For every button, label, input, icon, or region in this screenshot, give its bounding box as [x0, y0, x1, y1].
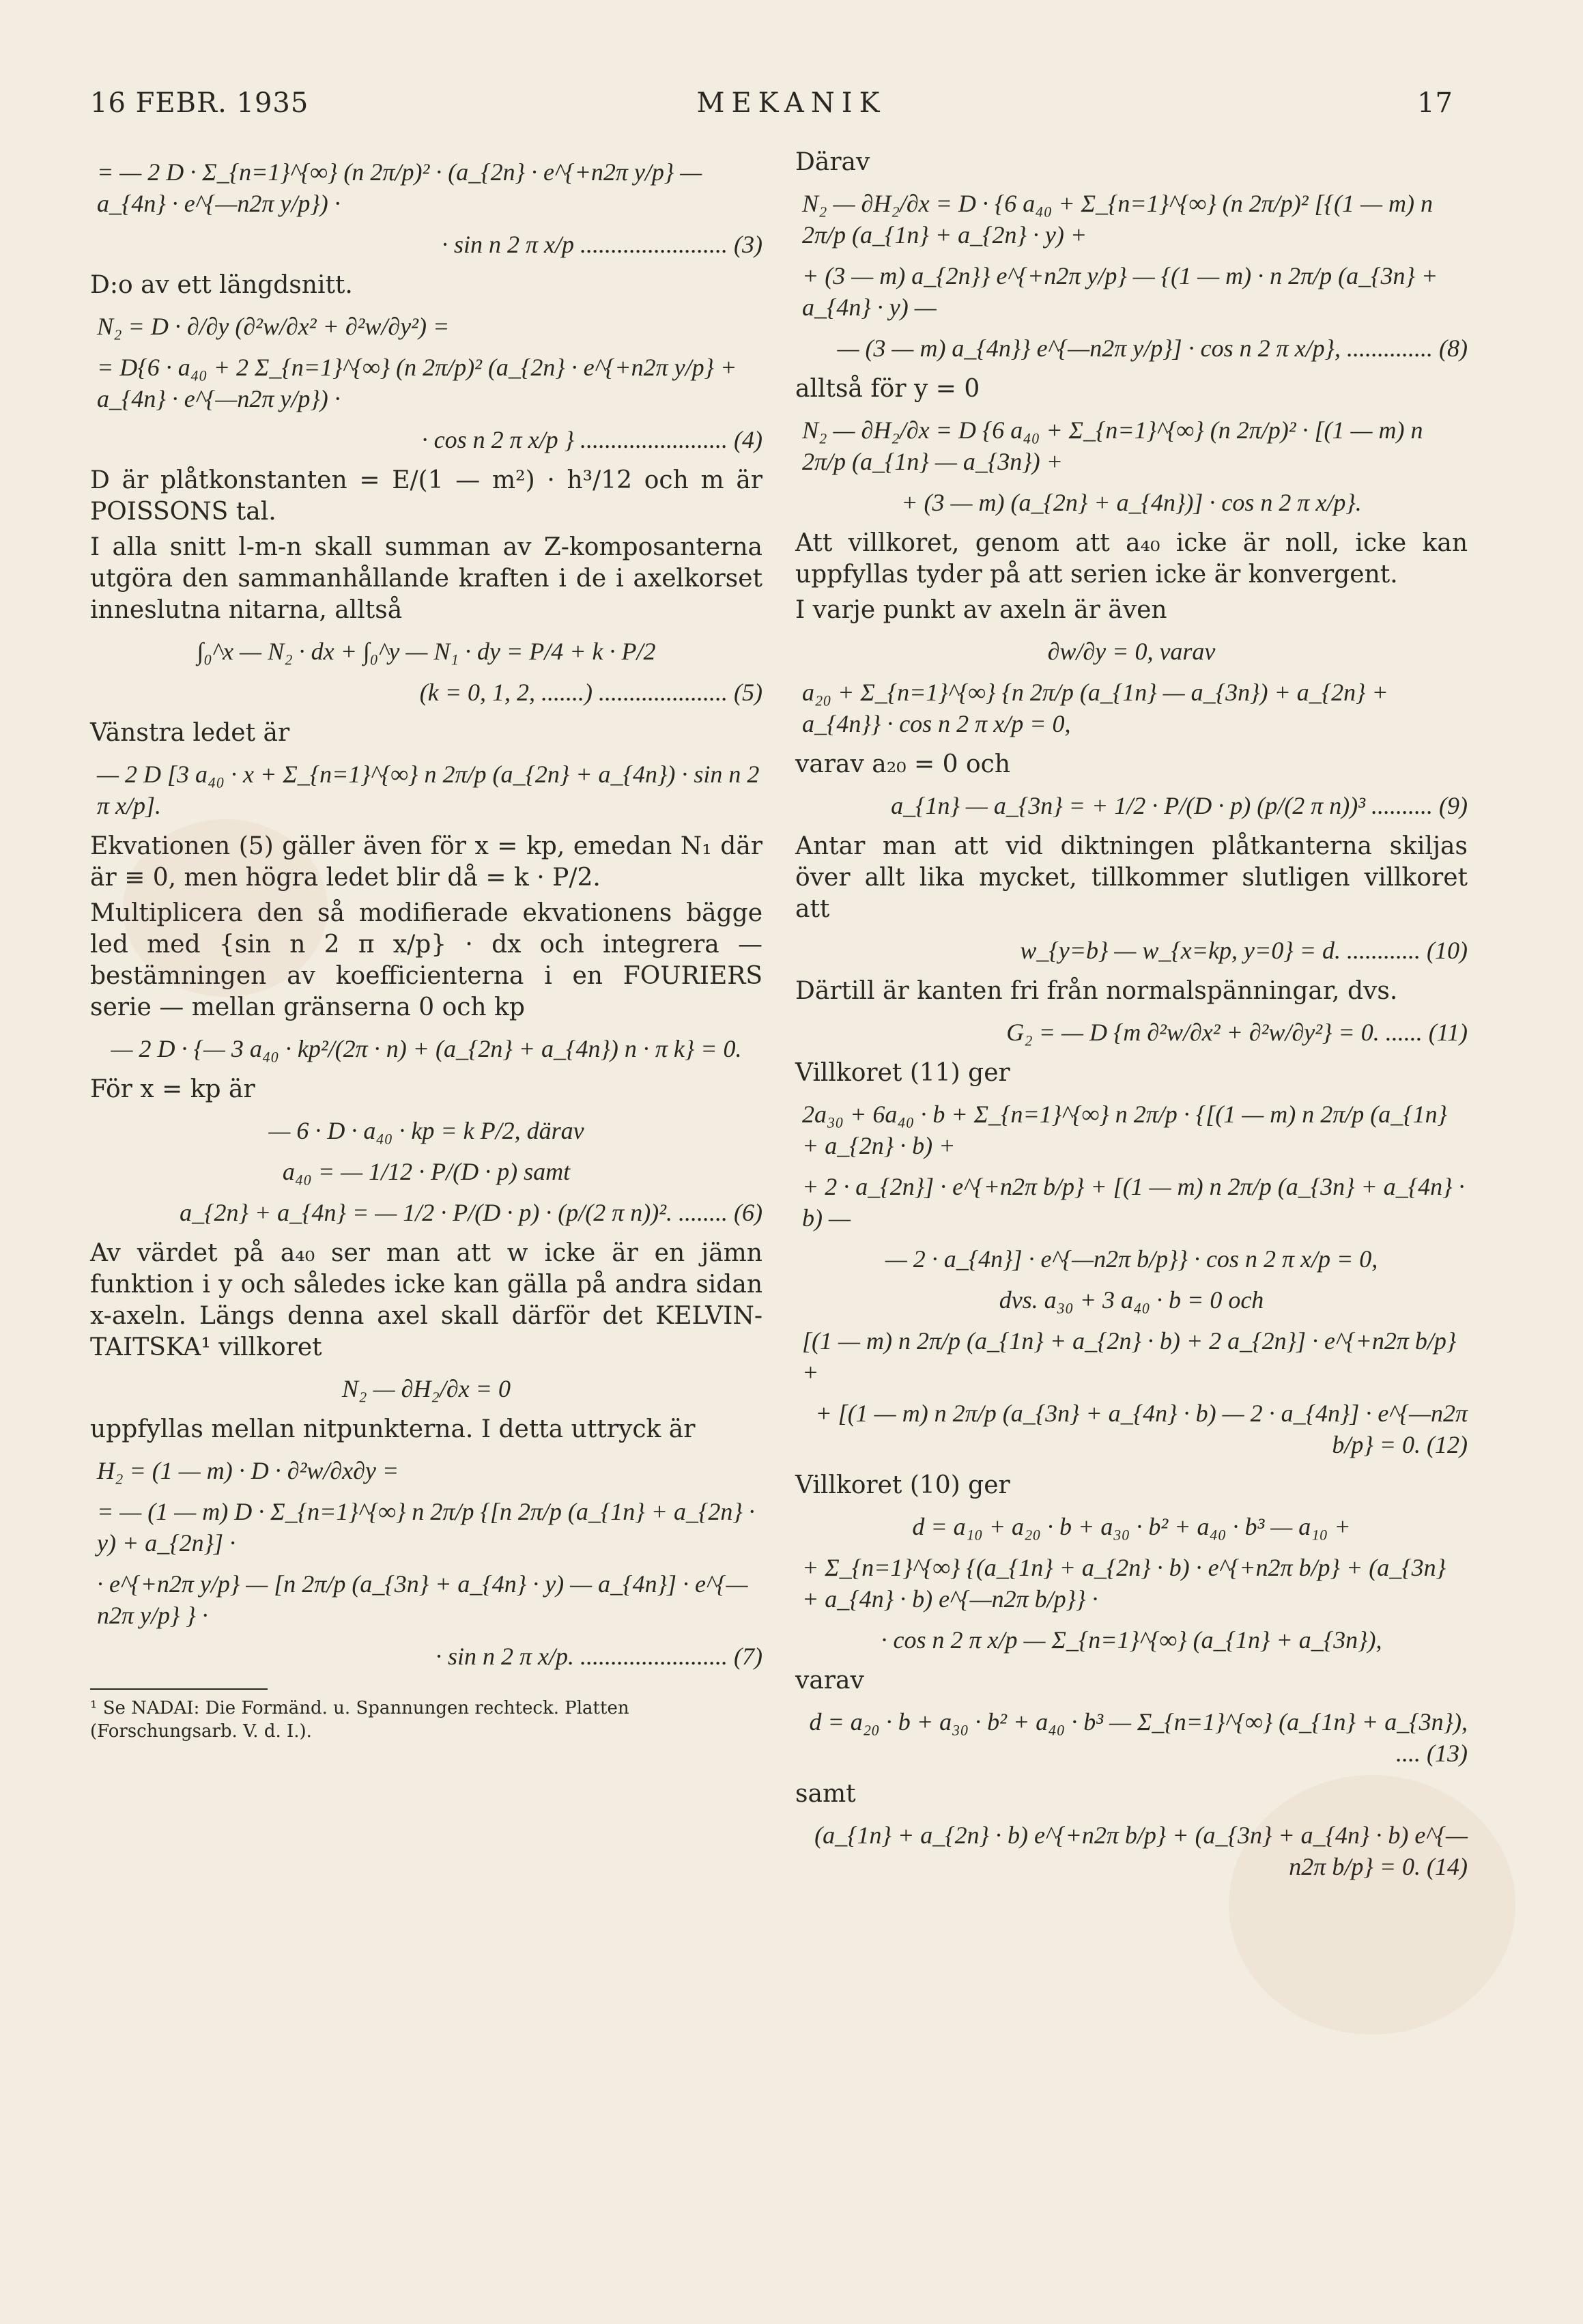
paragraph: Villkoret (11) ger	[795, 1059, 1010, 1087]
equation: (a_{1n} + a_{2n} · b) e^{+n2π b/p} + (a_{3n} + a_{4n} · b) e^{—n2π b/p} = 0. (14)	[814, 1822, 1468, 1880]
equation: · e^{+n2π y/p} — [n 2π/p (a_{3n} + a_{4n} · y) — a_{4n}] · e^{—n2π y/p} } ·	[97, 1570, 748, 1629]
equation: H₂ = (1 — m) · D · ∂²w/∂x∂y =	[97, 1457, 399, 1484]
paragraph: I varje punkt av axeln är även	[795, 596, 1167, 624]
equation: N₂ = D · ∂/∂y (∂²w/∂x² + ∂²w/∂y²) =	[97, 313, 450, 340]
paragraph: Att villkoret, genom att a₄₀ icke är noll, icke kan uppfyllas tyder på att serien icke är konvergent.	[795, 529, 1468, 589]
paragraph: Villkoret (10) ger	[795, 1471, 1010, 1499]
equation: a_{2n} + a_{4n} = — 1/2 · P/(D · p) · (p/(2 π n))². ........ (6)	[180, 1199, 762, 1226]
equation: a₄₀ = — 1/12 · P/(D · p) samt	[282, 1158, 571, 1185]
equation: a₂₀ + Σ_{n=1}^{∞} {n 2π/p (a_{1n} — a_{3n}) + a_{2n} + a_{4n}} · cos n 2 π x/p = 0,	[802, 679, 1388, 737]
paragraph: Därav	[795, 148, 870, 176]
footnote-rule	[90, 1688, 268, 1690]
paragraph: alltså för y = 0	[795, 375, 980, 403]
paragraph: I alla snitt l-m-n skall summan av Z-komposanterna utgöra den sammanhållande kraften i de i axelkorset inneslutna nitarna, alltså	[90, 533, 762, 624]
equation: N₂ — ∂H₂/∂x = 0	[342, 1375, 511, 1402]
equation: G₂ = — D {m ∂²w/∂x² + ∂²w/∂y²} = 0. ...... (11)	[1006, 1019, 1468, 1046]
paragraph: Därtill är kanten fri från normalspänningar, dvs.	[795, 977, 1398, 1005]
paragraph: Antar man att vid diktningen plåtkanterna skiljas över allt lika mycket, tillkommer slutligen villkoret att	[795, 832, 1468, 923]
equation: N₂ — ∂H₂/∂x = D · {6 a₄₀ + Σ_{n=1}^{∞} (n 2π/p)² [{(1 — m) n 2π/p (a_{1n} + a_{2n} · y) +	[802, 190, 1433, 249]
equation: · cos n 2 π x/p — Σ_{n=1}^{∞} (a_{1n} + a_{3n}),	[881, 1626, 1382, 1654]
paragraph: varav a₂₀ = 0 och	[795, 750, 1010, 778]
equation: — 6 · D · a₄₀ · kp = k P/2, därav	[268, 1117, 584, 1144]
equation: + Σ_{n=1}^{∞} {(a_{1n} + a_{2n} · b) · e^{+n2π b/p} + (a_{3n} + a_{4n} · b) e^{—n2π b/p}} ·	[802, 1554, 1446, 1613]
page-date: 16 FEBR. 1935	[90, 87, 309, 119]
equation: + 2 · a_{2n}] · e^{+n2π b/p} + [(1 — m) n 2π/p (a_{3n} + a_{4n} · b) —	[802, 1173, 1465, 1232]
equation: = — (1 — m) D · Σ_{n=1}^{∞} n 2π/p {[n 2π/p (a_{1n} + a_{2n} · y) + a_{2n}] ·	[97, 1498, 755, 1557]
equation: d = a₂₀ · b + a₃₀ · b² + a₄₀ · b³ — Σ_{n=1}^{∞} (a_{1n} + a_{3n}), .... (13)	[809, 1708, 1468, 1767]
paragraph: D är plåtkonstanten = E/(1 — m²) · h³/12 och m är POISSONS tal.	[90, 466, 762, 526]
equation: · sin n 2 π x/p. ........................ (7)	[435, 1643, 762, 1670]
equation: (k = 0, 1, 2, .......) ..................... (5)	[419, 679, 762, 706]
equation: + [(1 — m) n 2π/p (a_{3n} + a_{4n} · b) — 2 · a_{4n}] · e^{—n2π b/p} = 0. (12)	[815, 1400, 1468, 1458]
paragraph: Ekvationen (5) gäller även för x = kp, emedan N₁ där är ≡ 0, men högra ledet blir då = k · P/2.	[90, 832, 762, 892]
equation: — 2 D [3 a₄₀ · x + Σ_{n=1}^{∞} n 2π/p (a_{2n} + a_{4n}) · sin n 2 π x/p].	[97, 761, 760, 819]
paragraph: D:o av ett längdsnitt.	[90, 271, 353, 299]
paragraph: varav	[795, 1667, 864, 1695]
equation: = — 2 D · Σ_{n=1}^{∞} (n 2π/p)² · (a_{2n} · e^{+n2π y/p} — a_{4n} · e^{—n2π y/p}) ·	[97, 158, 702, 217]
paragraph: För x = kp är	[90, 1075, 255, 1103]
equation: N₂ — ∂H₂/∂x = D {6 a₄₀ + Σ_{n=1}^{∞} (n 2π/p)² · [(1 — m) n 2π/p (a_{1n} — a_{3n}) +	[802, 416, 1423, 475]
journal-section-title: MEKANIK	[696, 87, 887, 119]
equation: d = a₁₀ + a₂₀ · b + a₃₀ · b² + a₄₀ · b³ — a₁₀ +	[912, 1513, 1351, 1540]
equation: — 2 · a_{4n}] · e^{—n2π b/p}} · cos n 2 π x/p = 0,	[885, 1245, 1378, 1273]
equation: ∂w/∂y = 0, varav	[1047, 638, 1216, 665]
paragraph: uppfyllas mellan nitpunkterna. I detta uttryck är	[90, 1415, 696, 1443]
equation: [(1 — m) n 2π/p (a_{1n} + a_{2n} · b) + 2 a_{2n}] · e^{+n2π b/p} +	[802, 1327, 1457, 1386]
page-number: 17	[1417, 87, 1453, 119]
equation: + (3 — m) a_{2n}} e^{+n2π y/p} — {(1 — m) · n 2π/p (a_{3n} + a_{4n} · y) —	[802, 262, 1438, 321]
equation: a_{1n} — a_{3n} = + 1/2 · P/(D · p) (p/(2 π n))³ .......... (9)	[891, 792, 1468, 819]
equation: — (3 — m) a_{4n}} e^{—n2π y/p}] · cos n 2 π x/p}, .............. (8)	[837, 335, 1468, 362]
equation: w_{y=b} — w_{x=kp, y=0} = d. ............ (10)	[1020, 937, 1468, 964]
paragraph: Av värdet på a₄₀ ser man att w icke är en jämn funktion i y och således icke kan gälla på andra sidan x-axeln. Längs denna axel skall därför det KELVIN-TAITSKA¹ villkoret	[90, 1239, 762, 1361]
equation: 2a₃₀ + 6a₄₀ · b + Σ_{n=1}^{∞} n 2π/p · {[(1 — m) n 2π/p (a_{1n} + a_{2n} · b) +	[802, 1101, 1448, 1159]
right-column	[795, 147, 1468, 1892]
equation: = D{6 · a₄₀ + 2 Σ_{n=1}^{∞} (n 2π/p)² (a_{2n} · e^{+n2π y/p} + a_{4n} · e^{—n2π y/p}) ·	[97, 354, 737, 412]
left-column	[90, 147, 762, 1743]
equation: + (3 — m) (a_{2n} + a_{4n})] · cos n 2 π x/p}.	[901, 489, 1362, 516]
paragraph: Multiplicera den så modifierade ekvationens bägge led med {sin n 2 π x/p} · dx och integrera — bestämningen av koefficienterna i en FOURIERS serie — mellan gränserna 0 och kp	[90, 899, 762, 1021]
equation: ∫₀^x — N₂ · dx + ∫₀^y — N₁ · dy = P/4 + k · P/2	[197, 638, 656, 665]
equation: — 2 D · {— 3 a₄₀ · kp²/(2π · n) + (a_{2n} + a_{4n}) n · π k} = 0.	[111, 1035, 742, 1062]
footnote: ¹ Se NADAI: Die Formänd. u. Spannungen rechteck. Platten (Forschungsarb. V. d. I.).	[90, 1698, 629, 1742]
paragraph: samt	[795, 1780, 856, 1808]
equation: dvs. a₃₀ + 3 a₄₀ · b = 0 och	[999, 1286, 1264, 1314]
paragraph: Vänstra ledet är	[90, 719, 290, 747]
equation: · cos n 2 π x/p } ........................ (4)	[421, 426, 762, 453]
equation: · sin n 2 π x/p ........................ (3)	[441, 231, 762, 258]
